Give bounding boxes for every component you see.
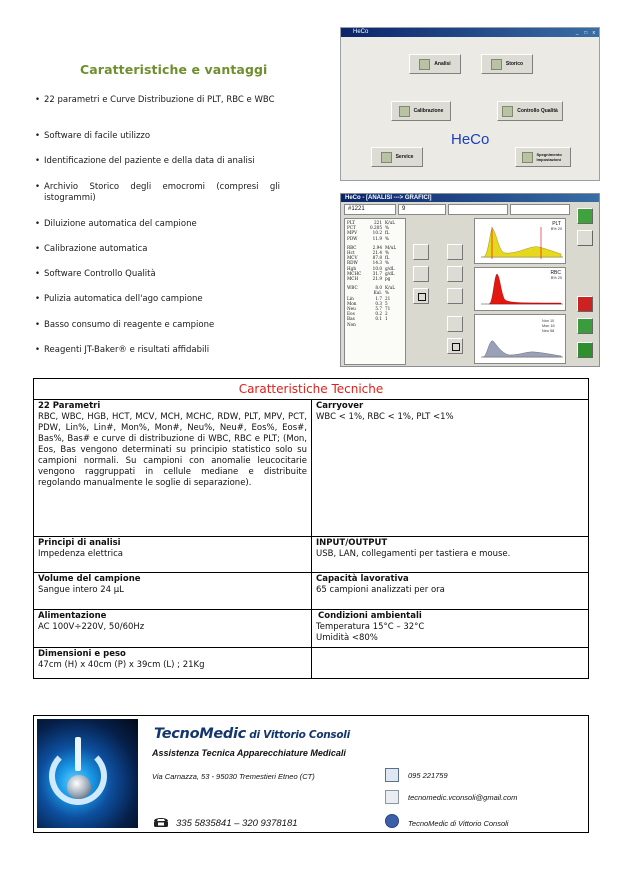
param-unit: 2 — [385, 311, 388, 317]
param-unit: 71 — [385, 306, 391, 312]
spec-cell — [34, 610, 312, 648]
heco-menu-title: HeCo — [353, 29, 369, 35]
param-name: MCV — [347, 255, 358, 261]
facebook-icon — [385, 814, 399, 828]
param-value: 21.9 — [372, 276, 382, 282]
param-unit: % — [385, 250, 389, 256]
param-name: Neu — [347, 306, 356, 312]
spec-heading: Volume del campione — [38, 574, 141, 584]
service-button — [371, 147, 423, 167]
spec-heading: Carryover — [316, 401, 364, 411]
parameter-list — [344, 218, 406, 365]
feature-item: • 22 parametri e Curve Distribuzione di PLT, RBC e WBC — [34, 95, 280, 131]
service-label: Service — [395, 154, 414, 160]
technical-specs-table — [33, 378, 589, 679]
controllo-qualita-button — [497, 101, 563, 121]
param-value: 0.205 — [370, 225, 382, 231]
param-name: WBC — [347, 285, 358, 291]
features-section — [34, 62, 280, 356]
fax-icon — [385, 768, 399, 782]
param-unit: 21 — [385, 295, 391, 301]
param-value: 0.2 — [375, 311, 382, 317]
feature-item: • Reagenti JT-Baker® e risultati affidabili — [34, 345, 280, 356]
param-value: 10.0 — [372, 265, 382, 271]
param-name: PDW — [347, 235, 358, 241]
param-value — [365, 322, 385, 327]
param-value: 8.0 — [375, 285, 382, 291]
spec-cell — [34, 573, 312, 610]
chart-icon — [577, 208, 593, 224]
spec-heading: Capacità lavorativa — [316, 574, 409, 584]
feature-item: • Pulizia automatica dell'ago campione — [34, 294, 280, 320]
company-address: Via Carnazza, 53 - 95030 Tremestieri Etneo (CT) — [152, 772, 315, 781]
param-name: Bas — [347, 316, 355, 322]
email-icon — [385, 790, 399, 804]
sample-id: #1221 — [344, 204, 396, 215]
param-unit: 1 — [385, 316, 388, 322]
spec-text: Sangue intero 24 µL — [38, 585, 124, 595]
spec-cell — [312, 537, 589, 573]
spec-cell — [34, 537, 312, 573]
param-value: 221 — [374, 220, 382, 225]
param-name: PLT — [347, 220, 356, 225]
sample-id-bar — [344, 204, 572, 215]
spec-text: RBC, WBC, HGB, HCT, MCV, MCH, MCHC, RDW, PLT, MPV, PCT, PDW, Lin%, Lin#, Mon%, Mon#, Neu%, Neu#, Eos%, Eos#, Bas%, Bas# e curve di distribuzione di WBC, RBC e PLT; (Mon, Eos, Bas vengono determinati su principio statistico solo su campioni normali. Su campioni con anomalie leucocitarie vengono raggruppati in cellule mediane e distribuite regolando manualmente le soglie di separazione). — [38, 412, 307, 488]
param-row — [347, 276, 403, 281]
param-value: 0.1 — [375, 316, 382, 322]
param-unit: % — [385, 290, 389, 296]
plt-histogram — [474, 218, 566, 264]
param-name: Eos — [347, 311, 355, 317]
rbc-histogram — [474, 267, 566, 311]
param-value: 5.7 — [375, 306, 382, 312]
spec-cell-empty — [312, 648, 589, 679]
spegnimento-icon — [522, 152, 533, 163]
phone-icon — [153, 816, 169, 828]
spec-text: Umidità <80% — [316, 633, 378, 643]
analisi-icon — [419, 59, 430, 70]
empty-field — [510, 204, 570, 215]
param-value: 87.8 — [372, 255, 382, 261]
param-unit: M/uL — [385, 244, 397, 250]
spec-heading: Dimensioni e peso — [38, 649, 126, 659]
param-row — [347, 322, 403, 327]
spec-text: USB, LAN, collegamenti per tastiera e mouse. — [316, 549, 511, 559]
param-name: RBC — [347, 244, 357, 250]
storico-label: Storico — [505, 61, 524, 67]
spec-cell — [34, 400, 312, 537]
company-brand — [154, 726, 350, 742]
heco-menu-titlebar — [341, 28, 599, 37]
save-icon — [577, 318, 593, 334]
spec-text: AC 100V÷220V, 50/60Hz — [38, 622, 145, 632]
feature-item: • Software Controllo Qualità — [34, 269, 280, 294]
printer-icon — [577, 230, 593, 246]
controllo-qualita-label: Controllo Qualità — [517, 108, 558, 114]
service-icon — [381, 152, 392, 163]
analisi-label: Analisi — [434, 61, 451, 67]
param-value: 1.7 — [375, 295, 382, 301]
features-title: Caratteristiche e vantaggi — [80, 62, 268, 77]
wbc-sub: Non 10 Mon 16 Neu 58 — [542, 319, 555, 333]
spec-heading: 22 Parametri — [38, 401, 101, 411]
storico-icon — [491, 59, 502, 70]
spegnimento-button — [515, 147, 571, 167]
storico-button — [481, 54, 533, 74]
param-name: Hgb — [347, 265, 357, 271]
empty-field — [448, 204, 508, 215]
spec-heading: INPUT/OUTPUT — [316, 538, 388, 548]
power-knob — [67, 775, 91, 799]
power-logo-image — [37, 719, 138, 828]
param-value: 11.9 — [372, 235, 382, 241]
param-unit: fL — [385, 255, 390, 261]
specs-caption: Caratteristiche Tecniche — [34, 379, 589, 400]
feature-item: • Diluizione automatica del campione — [34, 219, 280, 244]
spec-text: 47cm (H) x 40cm (P) x 39cm (L) ; 21Kg — [38, 660, 205, 670]
spec-text: WBC < 1%, RBC < 1%, PLT <1% — [316, 412, 454, 422]
param-unit: fL — [385, 230, 390, 236]
param-name: PCT — [347, 225, 356, 231]
param-unit: 5 — [385, 300, 388, 306]
param-name: MPV — [347, 230, 358, 236]
next-icon — [447, 244, 463, 260]
phone-numbers: 335 5835841 – 320 9378181 — [176, 818, 298, 829]
spec-cell — [312, 573, 589, 610]
heco-analysis-titlebar: HeCo - [ANALISI ---> GRAFICI] — [341, 194, 599, 202]
feature-item: • Identificazione del paziente e della data di analisi — [34, 156, 280, 182]
param-value: 10.2 — [372, 230, 382, 236]
param-value: 31.7 — [372, 270, 382, 276]
param-unit — [385, 322, 399, 327]
recycle-icon — [447, 288, 463, 304]
param-value: 21.4 — [372, 250, 382, 256]
param-unit: g/dL — [385, 270, 395, 276]
param-unit: K/uL — [385, 220, 396, 225]
spec-heading: Alimentazione — [38, 611, 107, 621]
spec-heading: Condizioni ambientali — [318, 611, 422, 621]
calibrazione-label: Calibrazione — [413, 108, 444, 114]
feature-item: • Archivio Storico degli emocromi (compresi gli istogrammi) — [34, 182, 280, 219]
check-icon — [413, 244, 429, 260]
rbc-sub: B% 20 — [550, 276, 562, 280]
heco-menu-screenshot — [340, 27, 600, 181]
param-value: 14.3 — [372, 260, 382, 266]
hand-icon — [413, 266, 429, 282]
binoculars-icon — [413, 288, 429, 304]
brand-owner: di Vittorio Consoli — [245, 729, 350, 741]
param-unit: % — [385, 225, 389, 231]
feature-item: • Software di facile utilizzo — [34, 131, 280, 156]
param-unit: pg — [385, 276, 391, 282]
heco-logo: HeCo — [451, 131, 490, 148]
flower-icon — [577, 342, 593, 358]
spec-cell — [312, 610, 589, 648]
facebook-page[interactable]: TecnoMedic di Vittorio Consoli — [408, 819, 509, 828]
param-value: Kul. — [373, 290, 382, 296]
sample-number: 9 — [398, 204, 446, 215]
param-unit: g/dL — [385, 265, 395, 271]
power-bar — [75, 737, 81, 771]
param-value: 0.3 — [375, 300, 382, 306]
spec-cell — [34, 648, 312, 679]
heco-analysis-screenshot — [340, 193, 600, 367]
param-unit: % — [385, 260, 389, 266]
report-icon — [447, 316, 463, 332]
param-name: Hct — [347, 250, 355, 256]
rbc-label: RBC — [550, 270, 561, 276]
feature-item: • Basso consumo di reagente e campione — [34, 320, 280, 345]
company-card — [33, 715, 589, 833]
spec-text: 65 campioni analizzati per ora — [316, 585, 445, 595]
param-unit: K/uL — [385, 285, 396, 291]
param-unit: % — [385, 235, 389, 241]
edit-icon — [447, 266, 463, 282]
fax-number: 095 221759 — [408, 771, 448, 780]
controllo-qualita-icon — [502, 106, 513, 117]
email-address[interactable]: tecnomedic.vconsoli@gmail.com — [408, 793, 518, 802]
param-name: Mon — [347, 300, 357, 306]
plt-label: PLT — [552, 221, 561, 227]
brand-name: TecnoMedic — [154, 726, 246, 742]
spec-heading: Principi di analisi — [38, 538, 121, 548]
param-row — [347, 236, 403, 241]
spegnimento-label: Spegnimento Impostazioni — [536, 152, 562, 162]
param-name: MCH — [347, 276, 359, 282]
plt-sub: B% 20 — [550, 227, 562, 231]
param-name: MCHC — [347, 270, 362, 276]
heco-menu-body — [341, 37, 599, 180]
calibrazione-button — [391, 101, 451, 121]
stop-icon — [447, 338, 463, 354]
analisi-button — [409, 54, 461, 74]
wbc-histogram — [474, 314, 566, 364]
param-value: 2.94 — [372, 244, 382, 250]
param-name: Lin — [347, 295, 354, 301]
spec-cell — [312, 400, 589, 537]
param-name: RDW — [347, 260, 358, 266]
company-tagline: Assistenza Tecnica Apparecchiature Medicali — [152, 748, 346, 758]
spec-text: Temperatura 15°C – 32°C — [316, 622, 425, 632]
features-list — [34, 95, 280, 356]
spec-text: Impedenza elettrica — [38, 549, 124, 559]
calibrazione-icon — [399, 106, 410, 117]
window-controls: _ □ x — [575, 30, 597, 36]
param-name: Non — [347, 321, 356, 327]
info-icon — [577, 296, 593, 312]
feature-item: • Calibrazione automatica — [34, 244, 280, 269]
